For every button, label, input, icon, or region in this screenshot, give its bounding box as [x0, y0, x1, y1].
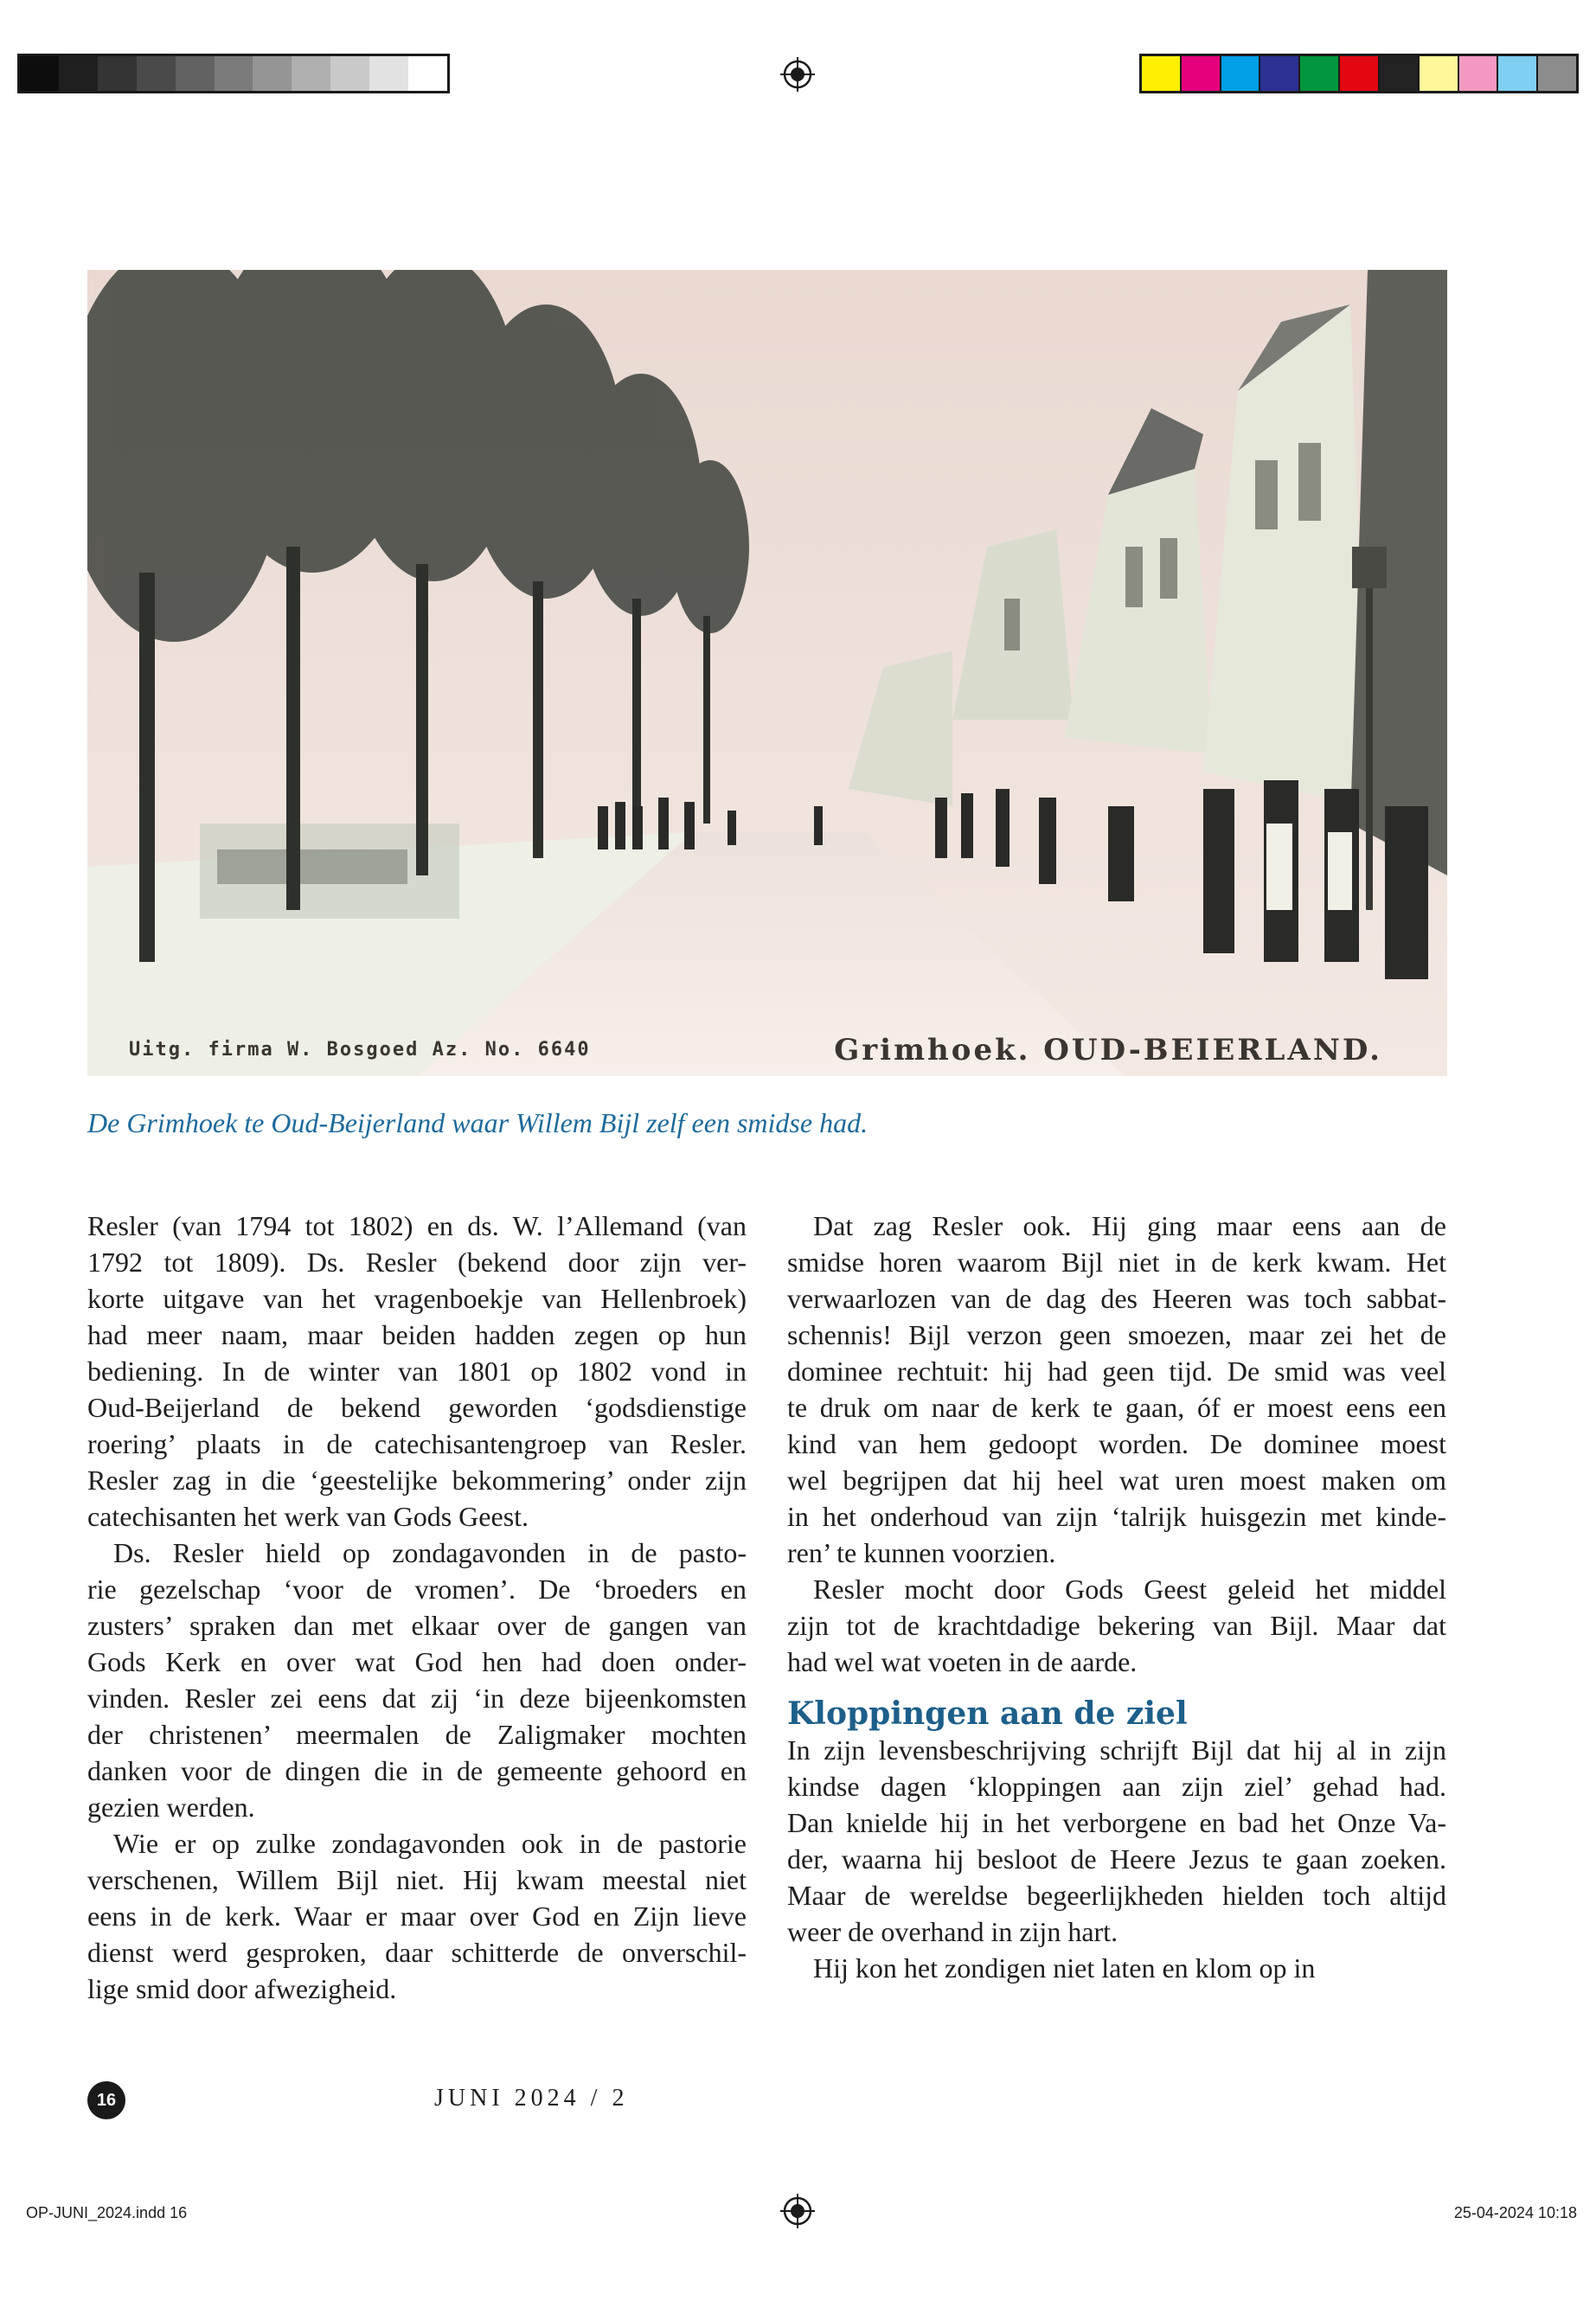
article-column-right	[787, 1208, 1446, 1986]
slug-file-info: OP-JUNI_2024.indd 16	[26, 2204, 188, 2221]
text-line: Ds. Resler hield op zondagavonden in de pasto-	[113, 1537, 747, 1568]
article-column-left	[87, 1208, 747, 2007]
text-line: smidse horen waarom Bijl niet in de kerk kwam. Het	[787, 1247, 1446, 1278]
gray-swatch	[253, 56, 292, 91]
section-heading: Kloppingen aan de ziel	[787, 1695, 1188, 1732]
text-line: Dan knielde hij in het verborgene en bad het Onze Va-	[787, 1807, 1446, 1838]
registration-mark-top	[780, 57, 815, 92]
color-swatch	[1380, 56, 1420, 91]
text-line: weer de overhand in zijn hart.	[787, 1916, 1118, 1947]
text-line: Maar de wereldse begeerlijkheden hielden toch altijd	[787, 1880, 1446, 1911]
color-swatch	[1142, 56, 1182, 91]
page-number-badge: 16	[87, 2081, 125, 2119]
color-swatch	[1260, 56, 1300, 91]
photo-publisher-imprint: Uitg. firma W. Bosgoed Az. No. 6640	[129, 1039, 591, 1061]
text-line: zusters’ spraken dan met elkaar over de gangen van	[87, 1610, 747, 1641]
text-line: lige smid door afwezigheid.	[87, 1973, 397, 2004]
historic-street-photo	[87, 270, 1447, 1076]
text-line: der, waarna hij besloot de Heere Jezus te gaan zoeken.	[787, 1843, 1446, 1875]
gray-swatch	[408, 56, 447, 91]
gray-swatch	[215, 56, 253, 91]
text-line: Resler mocht door Gods Geest geleid het middel	[813, 1574, 1446, 1605]
color-swatch	[1459, 56, 1499, 91]
text-line: der christenen’ meermalen de Zaligmaker mochten	[87, 1719, 747, 1750]
text-line: Hij kon het zondigen niet laten en klom op in	[813, 1952, 1316, 1984]
text-line: verwaarlozen van de dag des Heeren was toch sabbat-	[787, 1283, 1446, 1314]
text-line: 1792 tot 1809). Ds. Resler (bekend door zijn ver-	[87, 1247, 747, 1278]
text-line: wel begrijpen dat hij heel wat uren moest maken om	[787, 1465, 1446, 1496]
issue-label: JUNI 2024 / 2	[434, 2085, 629, 2112]
color-swatch	[1221, 56, 1261, 91]
gray-swatch	[369, 56, 408, 91]
text-line: bediening. In de winter van 1801 op 1802 vond in	[87, 1356, 747, 1387]
text-line: danken voor de dingen die in de gemeente gehoord en	[87, 1755, 747, 1786]
grayscale-calibration-bar	[17, 54, 450, 93]
gray-swatch	[59, 56, 98, 91]
gray-swatch	[20, 56, 59, 91]
color-calibration-bar	[1139, 54, 1579, 93]
text-line: dominee rechtuit: hij had geen tijd. De smid was veel	[787, 1356, 1446, 1387]
text-line: Wie er op zulke zondagavonden ook in de pastorie	[113, 1828, 747, 1859]
text-line: Gods Kerk en over wat God hen had doen onder-	[87, 1646, 747, 1677]
text-line: in het onderhoud van zijn ‘talrijk huisgezin met kinde-	[787, 1501, 1446, 1532]
photo-place-label: Grimhoek. OUD-BEIERLAND.	[834, 1033, 1382, 1067]
text-line: kind van hem gedoopt worden. De dominee moest	[787, 1428, 1446, 1459]
text-line: In zijn levensbeschrijving schrijft Bijl dat hij al in zijn	[787, 1734, 1446, 1766]
photo-caption: De Grimhoek te Oud-Beijerland waar Willem Bijl zelf een smidse had.	[87, 1107, 869, 1138]
registration-mark-bottom	[780, 2194, 815, 2228]
text-line: vinden. Resler zei eens dat zij ‘in deze bijeenkomsten	[87, 1682, 747, 1714]
gray-swatch	[176, 56, 215, 91]
text-line: gezien werden.	[87, 1791, 255, 1823]
gray-swatch	[330, 56, 369, 91]
text-line: kindse dagen ‘kloppingen aan zijn ziel’ gehad had.	[787, 1771, 1446, 1802]
gray-swatch	[137, 56, 176, 91]
text-line: schennis! Bijl verzon geen smoezen, maar zei het de	[787, 1319, 1446, 1350]
text-line: had wel wat voeten in de aarde.	[787, 1646, 1138, 1677]
text-line: ren’ te kunnen voorzien.	[787, 1537, 1056, 1568]
text-line: zijn tot de krachtdadige bekering van Bijl. Maar dat	[787, 1610, 1446, 1641]
text-line: catechisanten het werk van Gods Geest.	[87, 1501, 529, 1532]
text-line: eens in de kerk. Waar er maar over God en Zijn lieve	[87, 1900, 747, 1932]
color-swatch	[1420, 56, 1459, 91]
gray-swatch	[292, 56, 330, 91]
text-line: dienst werd gesproken, daar schitterde de onverschil-	[87, 1937, 747, 1968]
text-line: Oud-Beijerland de bekend geworden ‘godsdienstige	[87, 1392, 747, 1423]
slug-date-info: 25-04-2024 10:18	[1453, 2204, 1577, 2221]
text-line: Resler zag in die ‘geestelijke bekommering’ onder zijn	[87, 1465, 747, 1496]
text-line: te druk om naar de kerk te gaan, óf er moest eens een	[787, 1392, 1446, 1423]
text-line: roering’ plaats in de catechisantengroep van Resler.	[87, 1428, 747, 1459]
text-line: korte uitgave van het vragenboekje van Hellenbroek)	[87, 1283, 747, 1314]
text-line: had meer naam, maar beiden hadden zegen op hun	[87, 1319, 747, 1350]
text-line: rie gezelschap ‘voor de vromen’. De ‘broeders en	[87, 1574, 747, 1605]
color-swatch	[1300, 56, 1340, 91]
color-swatch	[1182, 56, 1221, 91]
text-line: Dat zag Resler ook. Hij ging maar eens aan de	[813, 1210, 1446, 1241]
text-line: verschenen, Willem Bijl niet. Hij kwam meestal niet	[87, 1864, 747, 1895]
color-swatch	[1340, 56, 1380, 91]
color-swatch	[1498, 56, 1538, 91]
gray-swatch	[98, 56, 137, 91]
text-line: Resler (van 1794 tot 1802) en ds. W. l’Allemand (van	[87, 1210, 747, 1241]
color-swatch	[1538, 56, 1576, 91]
